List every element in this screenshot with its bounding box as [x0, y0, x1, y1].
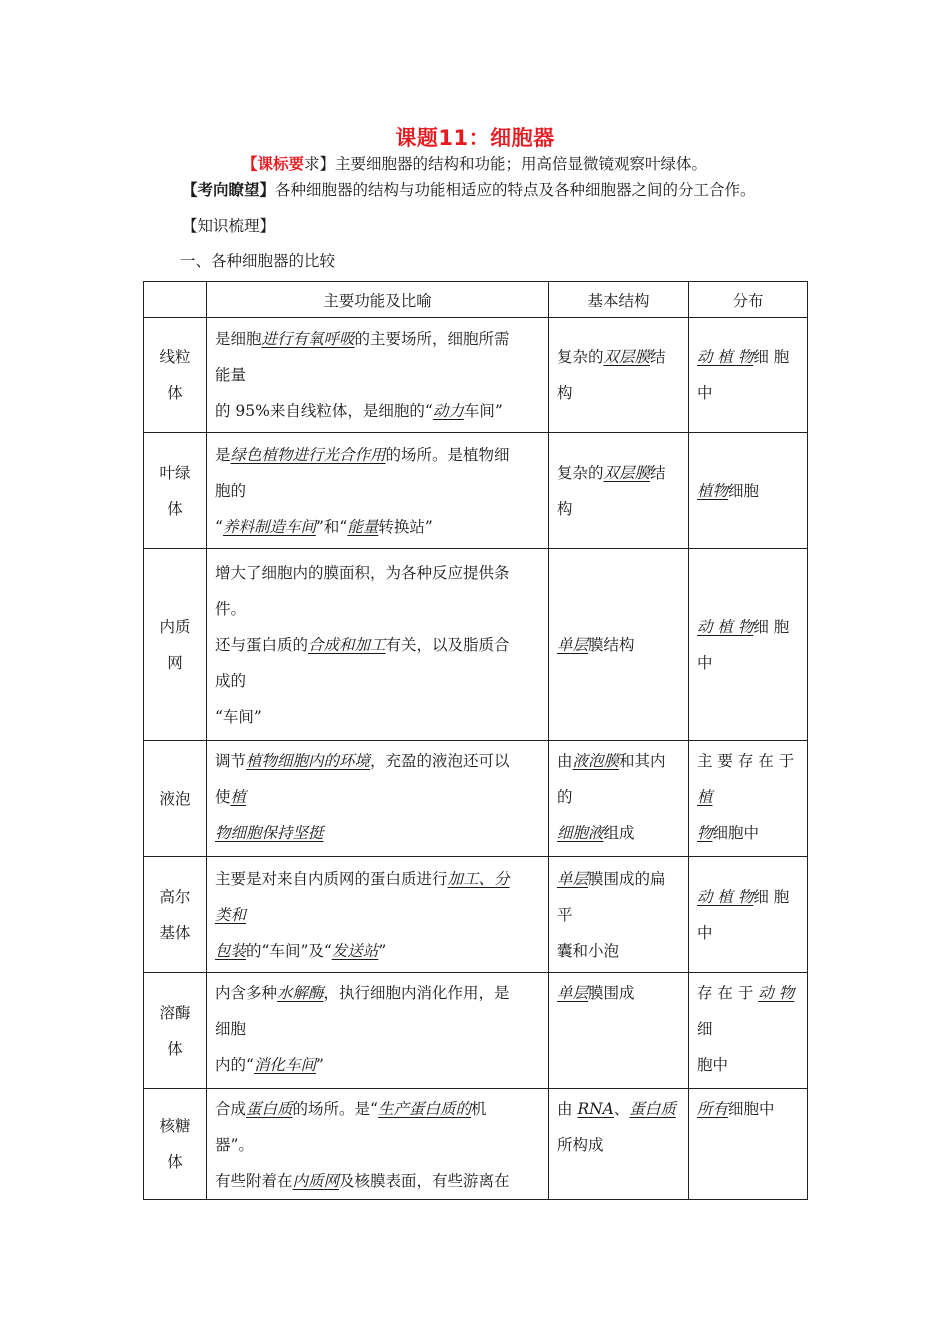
- text-segment: 囊和小泡: [557, 941, 620, 960]
- distribution-line: [697, 609, 799, 645]
- text-segment: 胞的: [215, 481, 247, 500]
- organelle-name-line: 高尔: [159, 887, 191, 906]
- underlined-term: 动力: [432, 402, 464, 420]
- organelle-name-line: 体: [167, 499, 183, 518]
- function-line: [215, 815, 540, 851]
- text-segment: 存 在 于: [697, 984, 759, 1002]
- function-line: [215, 779, 540, 815]
- function-line: [215, 1127, 540, 1163]
- underlined-term: 物细胞保持坚挺: [215, 824, 324, 842]
- underlined-term: 所有: [697, 1100, 729, 1118]
- structure-line: [557, 627, 680, 663]
- distribution-cell: [689, 1089, 808, 1200]
- underlined-term: 包装: [215, 941, 247, 960]
- requirement-label: 【课标要: [242, 154, 305, 173]
- structure-line: [557, 815, 680, 851]
- text-segment: 成的: [215, 671, 247, 690]
- function-line: [215, 473, 540, 509]
- underlined-term: RNA: [577, 1100, 614, 1118]
- function-line: [215, 437, 540, 473]
- organelle-name: [144, 1089, 207, 1200]
- underlined-term: 养料制造车间: [222, 517, 316, 536]
- text-segment: 和其内: [619, 752, 666, 770]
- text-segment: 合成: [215, 1100, 247, 1118]
- underlined-term: 双层膜: [603, 463, 651, 482]
- text-segment: 有些附着在: [215, 1172, 293, 1190]
- distribution-line: [697, 1047, 799, 1083]
- function-cell: [207, 549, 549, 741]
- underlined-term: 生产蛋白质的: [377, 1100, 471, 1118]
- distribution-line: [697, 815, 799, 851]
- organelle-table: [143, 281, 808, 1200]
- distribution-cell: [689, 741, 808, 857]
- distribution-cell: [689, 433, 808, 549]
- text-segment: 细 胞: [753, 617, 790, 636]
- structure-line: [557, 375, 680, 411]
- text-segment: 细胞: [215, 1020, 247, 1038]
- text-segment: 平: [557, 905, 573, 924]
- text-segment: 及核膜表面，有些游离在: [339, 1172, 510, 1190]
- text-segment: 膜结构: [588, 635, 635, 654]
- distribution-line: [697, 375, 799, 411]
- organelle-name: [144, 433, 207, 549]
- text-segment: 由: [557, 752, 573, 770]
- header-function: 主要功能及比喻: [207, 282, 549, 318]
- text-segment: ”: [378, 941, 387, 960]
- text-segment: 细胞中: [728, 1100, 775, 1118]
- underlined-term: 内质网: [292, 1172, 340, 1190]
- distribution-line: [697, 473, 799, 509]
- underlined-term: 动 物: [758, 984, 795, 1002]
- table-row: [144, 549, 808, 741]
- function-line: [215, 357, 540, 393]
- text-segment: 膜围成: [588, 984, 635, 1002]
- header-name: [144, 282, 207, 318]
- text-segment: 细 胞: [753, 348, 790, 366]
- text-segment: 的“车间”及“: [246, 941, 332, 960]
- text-segment: 中: [697, 653, 713, 672]
- text-segment: ，执行细胞内消化作用，是: [323, 984, 510, 1002]
- structure-cell: [549, 1089, 689, 1200]
- organelle-name: [144, 741, 207, 857]
- organelle-name-line: 内质: [159, 617, 191, 636]
- distribution-line: [697, 645, 799, 681]
- text-segment: 细: [697, 1020, 713, 1038]
- text-segment: 调节: [215, 752, 247, 770]
- text-segment: 是细胞: [215, 330, 262, 348]
- structure-line: [557, 861, 680, 897]
- function-cell: [207, 857, 549, 973]
- distribution-line: [697, 879, 799, 915]
- organelle-name-line: 液泡: [159, 789, 191, 808]
- structure-line: [557, 1091, 680, 1127]
- organelle-name-line: 核糖: [159, 1117, 191, 1135]
- text-segment: 使: [215, 788, 231, 806]
- distribution-line: [697, 975, 799, 1011]
- underlined-term: 植: [230, 788, 247, 806]
- text-segment: 、: [613, 1100, 630, 1118]
- distribution-line: [697, 743, 799, 779]
- underlined-term: 消化车间: [253, 1056, 316, 1074]
- text-segment: 还与蛋白质的: [215, 635, 309, 654]
- distribution-cell: [689, 973, 808, 1089]
- underlined-term: 物: [697, 824, 713, 842]
- organelle-name-line: 体: [167, 1153, 183, 1171]
- function-line: [215, 1047, 540, 1083]
- outlook-text: 各种细胞器的结构与功能相适应的特点及各种细胞器之间的分工合作。: [275, 181, 756, 199]
- structure-line: [557, 779, 680, 815]
- text-segment: 所构成: [557, 1136, 604, 1154]
- distribution-line: [697, 1091, 799, 1127]
- text-segment: 构: [557, 384, 573, 402]
- text-segment: ”: [315, 1056, 324, 1074]
- text-segment: “: [215, 517, 223, 536]
- text-segment: 复杂的: [557, 348, 604, 366]
- distribution-cell: [689, 318, 808, 433]
- function-line: [215, 1011, 540, 1047]
- function-line: [215, 393, 540, 429]
- text-segment: 有关，以及脂质合: [385, 635, 510, 654]
- text-segment: 内的“: [215, 1056, 254, 1074]
- structure-cell: [549, 973, 689, 1089]
- section-heading: 一、各种细胞器的比较: [180, 252, 336, 270]
- text-segment: 细胞: [728, 481, 760, 500]
- distribution-line: [697, 915, 799, 951]
- organelle-name-line: 体: [167, 384, 183, 402]
- text-segment: 车间”: [463, 402, 503, 420]
- function-line: [215, 1091, 540, 1127]
- underlined-term: 植物细胞内的环境: [246, 752, 371, 770]
- function-line: [215, 509, 540, 545]
- text-segment: 机: [470, 1100, 487, 1118]
- text-segment: 胞中: [697, 1056, 729, 1074]
- underlined-term: 蛋白质: [629, 1100, 676, 1118]
- text-segment: 主要是对来自内质网的蛋白质进行: [215, 869, 448, 888]
- header-structure: 基本结构: [549, 282, 689, 318]
- table-row: [144, 741, 808, 857]
- underlined-term: 单层: [557, 869, 589, 888]
- requirement-text: 主要细胞器的结构和功能；用高倍显微镜观察叶绿体。: [335, 155, 708, 173]
- underlined-term: 水解酶: [277, 984, 324, 1002]
- outlook-label: 【考向瞭望】: [182, 180, 276, 199]
- underlined-term: 双层膜: [603, 348, 651, 366]
- text-segment: 器”。: [215, 1136, 254, 1154]
- underlined-term: 类和: [215, 905, 247, 924]
- organelle-name: [144, 549, 207, 741]
- function-line: [215, 897, 540, 933]
- structure-line: [557, 897, 680, 933]
- function-line: [215, 1163, 540, 1199]
- underlined-term: 加工、分: [447, 869, 510, 888]
- text-segment: 中: [697, 923, 713, 942]
- function-line: [215, 591, 540, 627]
- distribution-line: [697, 1011, 799, 1047]
- text-segment: 的场所。是“: [292, 1100, 378, 1118]
- table-row: [144, 973, 808, 1089]
- function-cell: [207, 741, 549, 857]
- text-segment: 结: [650, 348, 666, 366]
- text-segment: 细胞中: [712, 824, 760, 842]
- text-segment: 的: [557, 788, 573, 806]
- organelle-name-line: 线粒: [159, 348, 191, 366]
- structure-line: [557, 339, 680, 375]
- organelle-name: [144, 973, 207, 1089]
- text-segment: 由: [557, 1100, 578, 1118]
- text-segment: 结: [650, 463, 666, 482]
- function-line: [215, 975, 540, 1011]
- underlined-term: 植: [697, 788, 713, 806]
- distribution-cell: [689, 549, 808, 741]
- organelle-name: [144, 857, 207, 973]
- structure-cell: [549, 549, 689, 741]
- underlined-term: 发送站: [331, 941, 379, 960]
- text-segment: 组成: [603, 824, 635, 842]
- function-line: [215, 933, 540, 969]
- table-row: [144, 318, 808, 433]
- text-segment: 能量: [215, 366, 247, 384]
- text-segment: 的 95%来自线粒体，是细胞的“: [215, 402, 433, 420]
- knowledge-heading: 【知识梳理】: [182, 217, 276, 235]
- structure-line: [557, 491, 680, 527]
- function-line: [215, 663, 540, 699]
- underlined-term: 能量: [347, 517, 379, 536]
- underlined-term: 细胞液: [557, 824, 604, 842]
- structure-line: [557, 933, 680, 969]
- text-segment: 的场所。是植物细: [385, 445, 510, 464]
- organelle-name-line: 溶酶: [159, 1003, 191, 1022]
- text-segment: 增大了细胞内的膜面积，为各种反应提供条: [215, 563, 510, 582]
- table-row: [144, 1089, 808, 1200]
- underlined-term: 动 植 物: [697, 887, 754, 906]
- organelle-name-line: 叶绿: [159, 463, 191, 482]
- text-segment: “车间”: [215, 707, 262, 726]
- text-segment: 中: [697, 384, 713, 402]
- underlined-term: 动 植 物: [697, 348, 754, 366]
- text-segment: 内含多种: [215, 984, 278, 1002]
- underlined-term: 动 植 物: [697, 617, 754, 636]
- table-row: [144, 433, 808, 549]
- organelle-name-line: 基体: [159, 923, 191, 942]
- requirement-line: [242, 152, 707, 174]
- structure-cell: [549, 433, 689, 549]
- underlined-term: 液泡膜: [572, 752, 620, 770]
- function-line: [215, 555, 540, 591]
- function-cell: [207, 973, 549, 1089]
- page-title: 课题11：细胞器: [395, 126, 555, 150]
- underlined-term: 绿色植物进行光合作用: [230, 445, 386, 464]
- structure-line: [557, 743, 680, 779]
- text-segment: 的主要场所，细胞所需: [354, 330, 510, 348]
- structure-line: [557, 975, 680, 1011]
- underlined-term: 植物: [697, 481, 729, 500]
- table-header-row: [144, 282, 808, 318]
- text-segment: ，充盈的液泡还可以: [370, 752, 510, 770]
- text-segment: 件。: [215, 599, 247, 618]
- function-line: [215, 321, 540, 357]
- function-cell: [207, 433, 549, 549]
- function-line: [215, 743, 540, 779]
- underlined-term: 单层: [557, 984, 589, 1002]
- structure-cell: [549, 857, 689, 973]
- underlined-term: 合成和加工: [308, 635, 386, 654]
- organelle-name-line: 体: [167, 1039, 183, 1058]
- text-segment: 复杂的: [557, 463, 604, 482]
- text-segment: 是: [215, 445, 231, 464]
- organelle-name-line: 网: [167, 653, 183, 672]
- text-segment: ”和“: [315, 517, 348, 536]
- header-distribution: 分布: [689, 282, 808, 318]
- distribution-cell: [689, 857, 808, 973]
- distribution-line: [697, 339, 799, 375]
- table-row: [144, 857, 808, 973]
- underlined-term: 单层: [557, 635, 589, 654]
- function-cell: [207, 318, 549, 433]
- text-segment: 主 要 存 在 于: [697, 752, 795, 770]
- function-cell: [207, 1089, 549, 1200]
- text-segment: 膜围成的扁: [588, 869, 666, 888]
- structure-line: [557, 1127, 680, 1163]
- outlook-line: [182, 178, 756, 200]
- organelle-name: [144, 318, 207, 433]
- text-segment: 细 胞: [753, 887, 790, 906]
- function-line: [215, 861, 540, 897]
- structure-cell: [549, 741, 689, 857]
- text-segment: 转换站”: [378, 517, 433, 536]
- function-line: [215, 627, 540, 663]
- underlined-term: 进行有氧呼吸: [261, 330, 355, 348]
- underlined-term: 蛋白质: [246, 1100, 293, 1118]
- structure-line: [557, 455, 680, 491]
- requirement-label-tail: 求】: [304, 155, 336, 173]
- text-segment: 构: [557, 499, 573, 518]
- structure-cell: [549, 318, 689, 433]
- function-line: [215, 699, 540, 735]
- distribution-line: [697, 779, 799, 815]
